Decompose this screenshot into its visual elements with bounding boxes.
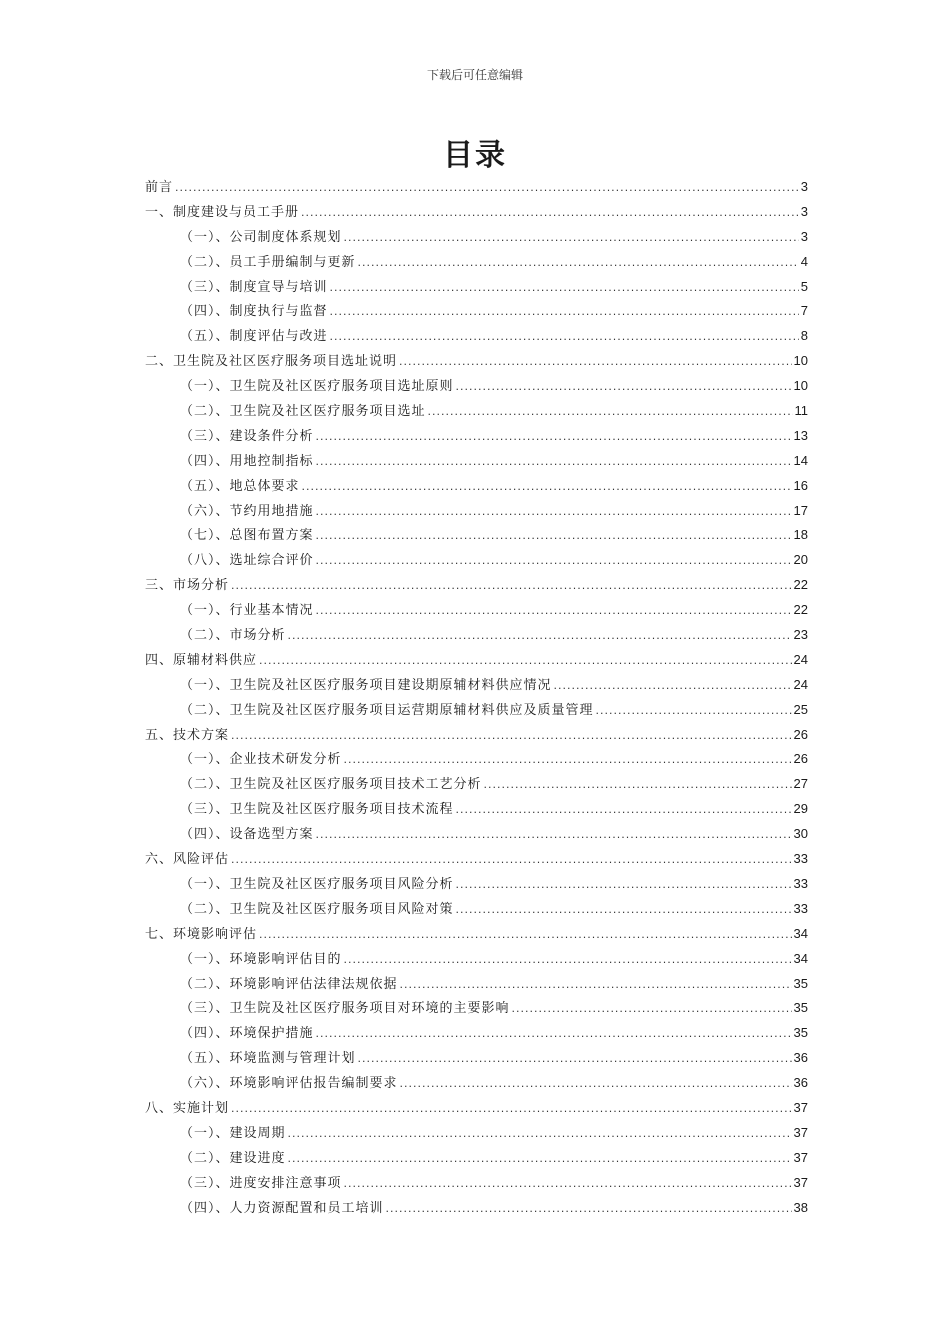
toc-page-number: 22: [793, 602, 808, 618]
toc-page-number: 27: [793, 776, 808, 792]
toc-entry[interactable]: [145, 1046, 808, 1071]
toc-entry[interactable]: [145, 648, 808, 673]
dot-leader: [316, 599, 792, 624]
toc-entry[interactable]: [145, 424, 808, 449]
toc-entry-text: （四）、环境保护措施: [180, 1026, 314, 1042]
dot-leader: [231, 1097, 792, 1122]
toc-page-number: 35: [793, 975, 808, 991]
toc-entry[interactable]: [145, 598, 808, 623]
dot-leader: [344, 948, 792, 973]
toc-page-number: 29: [793, 801, 808, 817]
toc-entry[interactable]: [145, 499, 808, 524]
toc-entry-text: 五、技术方案: [145, 727, 230, 743]
toc-entry-text: （二）、员工手册编制与更新: [180, 254, 356, 270]
dot-leader: [344, 748, 792, 773]
dot-leader: [231, 724, 792, 749]
toc-entry-text: （五）、制度评估与改进: [180, 329, 328, 345]
toc-entry-text: （一）、环境影响评估目的: [180, 951, 342, 967]
toc-entry-text: （一）、企业技术研发分析: [180, 752, 342, 768]
dot-leader: [316, 549, 792, 574]
toc-entry-text: （三）、进度安排注意事项: [180, 1175, 342, 1191]
toc-page-number: 35: [793, 1025, 808, 1041]
table-of-contents: [145, 175, 808, 1220]
toc-entry[interactable]: [145, 225, 808, 250]
dot-leader: [400, 1072, 792, 1097]
toc-entry[interactable]: [145, 947, 808, 972]
dot-leader: [288, 1147, 792, 1172]
toc-entry[interactable]: [145, 1121, 808, 1146]
toc-page-number: 37: [793, 1174, 808, 1190]
dot-leader: [175, 176, 799, 201]
dot-leader: [301, 201, 799, 226]
dot-leader: [302, 475, 792, 500]
toc-entry-text: （四）、人力资源配置和员工培训: [180, 1200, 384, 1216]
toc-entry[interactable]: [145, 1096, 808, 1121]
toc-entry-text: 二、卫生院及社区医疗服务项目选址说明: [145, 354, 398, 370]
toc-entry[interactable]: [145, 1171, 808, 1196]
dot-leader: [456, 798, 792, 823]
toc-page-number: 23: [793, 627, 808, 643]
toc-entry[interactable]: [145, 723, 808, 748]
dot-leader: [456, 898, 792, 923]
toc-entry[interactable]: [145, 1146, 808, 1171]
dot-leader: [358, 251, 799, 276]
toc-entry-text: （三）、卫生院及社区医疗服务项目技术流程: [180, 802, 454, 818]
toc-entry-text: （一）、公司制度体系规划: [180, 229, 342, 245]
toc-entry-text: （六）、环境影响评估报告编制要求: [180, 1076, 398, 1092]
toc-entry-text: （四）、用地控制指标: [180, 453, 314, 469]
toc-entry[interactable]: [145, 523, 808, 548]
toc-page-number: 8: [800, 328, 808, 344]
toc-entry[interactable]: [145, 1071, 808, 1096]
toc-entry[interactable]: [145, 698, 808, 723]
dot-leader: [344, 226, 799, 251]
toc-entry-text: 七、环境影响评估: [145, 926, 258, 942]
dot-leader: [316, 425, 792, 450]
toc-entry-text: 前言: [145, 180, 174, 195]
toc-page-number: 35: [793, 1000, 808, 1016]
toc-entry-text: （一）、卫生院及社区医疗服务项目风险分析: [180, 876, 454, 892]
toc-page-number: 36: [793, 1075, 808, 1091]
toc-entry[interactable]: [145, 175, 808, 200]
toc-entry-text: （一）、行业基本情况: [180, 603, 314, 619]
toc-page-number: 7: [800, 303, 808, 319]
header-note: 下载后可任意编辑: [426, 68, 523, 82]
toc-page-number: 37: [793, 1124, 808, 1140]
toc-entry[interactable]: [145, 474, 808, 499]
dot-leader: [316, 450, 792, 475]
toc-entry[interactable]: [145, 897, 808, 922]
toc-entry-text: （二）、卫生院及社区医疗服务项目风险对策: [180, 901, 454, 917]
toc-page-number: 10: [793, 353, 808, 369]
toc-entry[interactable]: [145, 1196, 808, 1221]
dot-leader: [288, 1122, 792, 1147]
toc-entry[interactable]: [145, 1021, 808, 1046]
toc-entry-text: （八）、选址综合评价: [180, 553, 314, 569]
dot-leader: [231, 848, 792, 873]
toc-entry-text: （六）、节约用地措施: [180, 503, 314, 519]
dot-leader: [259, 923, 792, 948]
dot-leader: [316, 500, 792, 525]
dot-leader: [316, 823, 792, 848]
toc-entry-text: （一）、卫生院及社区医疗服务项目建设期原辅材料供应情况: [180, 677, 552, 693]
toc-entry-text: （二）、卫生院及社区医疗服务项目技术工艺分析: [180, 777, 482, 793]
dot-leader: [428, 400, 793, 425]
dot-leader: [456, 375, 792, 400]
toc-title: 目录: [443, 138, 507, 173]
toc-entry-text: （三）、卫生院及社区医疗服务项目对环境的主要影响: [180, 1001, 510, 1017]
toc-page-number: 4: [800, 253, 808, 269]
toc-entry[interactable]: [145, 872, 808, 897]
toc-entry-text: 八、实施计划: [145, 1100, 230, 1116]
dot-leader: [288, 624, 792, 649]
toc-entry[interactable]: [145, 374, 808, 399]
toc-entry-text: （七）、总图布置方案: [180, 528, 314, 544]
toc-entry-text: （五）、地总体要求: [180, 478, 300, 494]
dot-leader: [330, 300, 799, 325]
dot-leader: [400, 973, 792, 998]
toc-page-number: 22: [793, 577, 808, 593]
toc-page-number: 36: [793, 1050, 808, 1066]
toc-page-number: 24: [793, 651, 808, 667]
toc-page-number: 37: [793, 1149, 808, 1165]
dot-leader: [484, 773, 792, 798]
toc-page-number: 3: [800, 228, 808, 244]
toc-entry[interactable]: [145, 972, 808, 997]
toc-page-number: 24: [793, 676, 808, 692]
toc-entry-text: （二）、建设进度: [180, 1150, 286, 1166]
toc-page-number: 30: [793, 826, 808, 842]
toc-entry[interactable]: [145, 772, 808, 797]
toc-page-number: 10: [793, 378, 808, 394]
dot-leader: [259, 649, 792, 674]
toc-entry[interactable]: [145, 573, 808, 598]
toc-entry[interactable]: [145, 623, 808, 648]
toc-entry-text: （五）、环境监测与管理计划: [180, 1051, 356, 1067]
toc-page-number: 16: [793, 477, 808, 493]
toc-entry[interactable]: [145, 847, 808, 872]
toc-page-number: 33: [793, 875, 808, 891]
toc-entry[interactable]: [145, 200, 808, 225]
dot-leader: [316, 524, 792, 549]
dot-leader: [358, 1047, 792, 1072]
toc-entry-text: （一）、建设周期: [180, 1125, 286, 1141]
toc-entry[interactable]: [145, 399, 808, 424]
toc-page-number: 26: [793, 751, 808, 767]
toc-entry-text: （二）、卫生院及社区医疗服务项目选址: [180, 404, 426, 420]
toc-entry-text: （一）、卫生院及社区医疗服务项目选址原则: [180, 379, 454, 395]
toc-entry[interactable]: [145, 324, 808, 349]
toc-page-number: 14: [793, 452, 808, 468]
toc-entry[interactable]: [145, 275, 808, 300]
toc-page-number: 18: [793, 527, 808, 543]
toc-page-number: 33: [793, 900, 808, 916]
toc-entry[interactable]: [145, 822, 808, 847]
toc-entry[interactable]: [145, 996, 808, 1021]
dot-leader: [554, 674, 792, 699]
dot-leader: [330, 276, 799, 301]
toc-page-number: 26: [793, 726, 808, 742]
toc-page-number: 11: [794, 403, 808, 419]
dot-leader: [386, 1197, 792, 1222]
toc-page-number: 20: [793, 552, 808, 568]
dot-leader: [456, 873, 792, 898]
toc-page-number: 34: [793, 950, 808, 966]
toc-entry[interactable]: [145, 449, 808, 474]
toc-page-number: 3: [800, 179, 808, 194]
dot-leader: [399, 350, 792, 375]
toc-page-number: 3: [800, 203, 808, 219]
toc-entry[interactable]: [145, 548, 808, 573]
toc-page-number: 5: [800, 278, 808, 294]
dot-leader: [316, 1022, 792, 1047]
toc-entry[interactable]: [145, 299, 808, 324]
toc-page-number: 33: [793, 851, 808, 867]
toc-entry[interactable]: [145, 349, 808, 374]
dot-leader: [512, 997, 792, 1022]
toc-entry[interactable]: [145, 747, 808, 772]
dot-leader: [344, 1172, 792, 1197]
toc-entry-text: 一、制度建设与员工手册: [145, 204, 300, 220]
dot-leader: [330, 325, 799, 350]
toc-page-number: 25: [793, 701, 808, 717]
dot-leader: [231, 574, 792, 599]
toc-entry-text: （二）、卫生院及社区医疗服务项目运营期原辅材料供应及质量管理: [180, 702, 594, 718]
toc-page-number: 38: [793, 1199, 808, 1215]
toc-entry-text: （三）、建设条件分析: [180, 428, 314, 444]
dot-leader: [596, 699, 792, 724]
toc-entry-text: 四、原辅材料供应: [145, 652, 258, 668]
toc-page-number: 13: [793, 427, 808, 443]
toc-entry-text: 三、市场分析: [145, 578, 230, 594]
toc-entry-text: （二）、环境影响评估法律法规依据: [180, 976, 398, 992]
toc-entry[interactable]: [145, 673, 808, 698]
toc-page-number: 37: [793, 1099, 808, 1115]
toc-page-number: 17: [793, 502, 808, 518]
toc-entry[interactable]: [145, 922, 808, 947]
toc-entry-text: （二）、市场分析: [180, 628, 286, 644]
toc-entry[interactable]: [145, 797, 808, 822]
toc-entry[interactable]: [145, 250, 808, 275]
toc-entry-text: 六、风险评估: [145, 852, 230, 868]
toc-page-number: 34: [793, 925, 808, 941]
toc-entry-text: （四）、设备选型方案: [180, 827, 314, 843]
toc-entry-text: （三）、制度宣导与培训: [180, 279, 328, 295]
toc-entry-text: （四）、制度执行与监督: [180, 304, 328, 320]
